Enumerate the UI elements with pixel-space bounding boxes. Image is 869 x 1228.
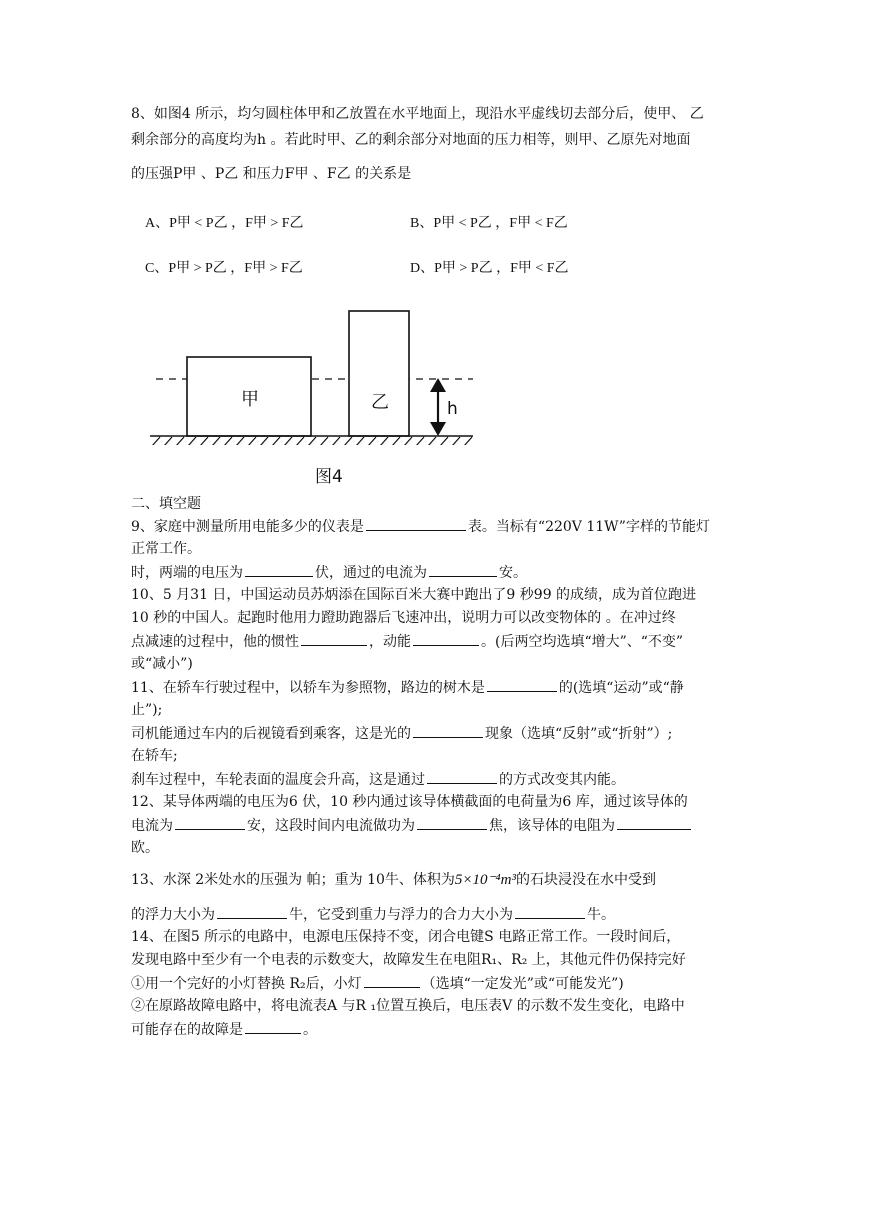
q9-text-e: 安。 xyxy=(499,565,527,581)
q10-line2: 10 秒的中国人。起跑时他用力蹬助跑器后飞速冲出，说明力可以改变物体的 。在冲过终 xyxy=(131,610,676,626)
q14-line3 xyxy=(131,973,624,994)
q8-line2: 剩余部分的高度均为h 。若此时甲、乙的剩余部分对地面的压力相等，则甲、乙原先对地面 xyxy=(131,132,691,148)
figure-4-diagram xyxy=(148,300,478,445)
q13-text-d: 牛，它受到重力与浮力的合力大小为 xyxy=(289,907,513,923)
q14-text-b: （选填“一定发光”或“可能发光”) xyxy=(421,976,624,992)
q11-line2: 止”); xyxy=(131,702,163,718)
q12-line3: 欧。 xyxy=(131,840,159,856)
label-yi: 乙 xyxy=(371,392,389,413)
q14-blank-2[interactable] xyxy=(245,1019,301,1034)
q10-blank-2[interactable] xyxy=(413,631,479,646)
q13-text-e: 牛。 xyxy=(587,907,615,923)
q12-blank-3[interactable] xyxy=(617,815,691,830)
q8-option-b: B、P甲 < P乙 ，F甲 < F乙 xyxy=(410,216,568,231)
q11-text-c: 司机能通过车内的后视镜看到乘客，这是光的 xyxy=(131,726,411,742)
q9-text-c: 时，两端的电压为 xyxy=(131,565,243,581)
q14-text-d: 。 xyxy=(303,1022,317,1038)
q10-text-c: 。(后两空均选填“增大”、“不变” xyxy=(481,634,684,650)
q13-line1 xyxy=(131,870,656,890)
ground-hatching xyxy=(152,437,472,445)
q9-line3 xyxy=(131,562,527,583)
q11-blank-1[interactable] xyxy=(487,677,557,692)
q10-text-a: 点减速的过程中，他的惯性 xyxy=(131,634,299,650)
q14-blank-1[interactable] xyxy=(364,973,420,988)
q11-blank-2[interactable] xyxy=(413,723,483,738)
label-jia: 甲 xyxy=(241,389,259,410)
q9-blank-3[interactable] xyxy=(429,562,497,577)
q8-option-c: C、P甲 > P乙 ，F甲 > F乙 xyxy=(145,261,303,276)
q9-blank-1[interactable] xyxy=(366,516,466,531)
q11-line1 xyxy=(131,677,684,698)
q11-line5 xyxy=(131,769,625,790)
q8-option-a: A、P甲 < P乙 ，F甲 > F乙 xyxy=(145,216,304,231)
q12-blank-1[interactable] xyxy=(175,815,245,830)
q11-line4: 在轿车; xyxy=(131,748,178,764)
q12-text-b: 安，这段时间内电流做功为 xyxy=(247,818,415,834)
q13-text-a: 13、水深 2米处水的压强为 帕；重为 10牛、体积为 xyxy=(131,872,455,888)
cylinder-yi xyxy=(349,311,409,436)
q8-line1: 8、如图4 所示，均匀圆柱体甲和乙放置在水平地面上，现沿水平虚线切去部分后，使甲、 乙 xyxy=(131,106,704,122)
q11-line3 xyxy=(131,723,672,744)
q12-blank-2[interactable] xyxy=(417,815,487,830)
q12-text-c: 焦，该导体的电阻为 xyxy=(489,818,615,834)
q9-line2: 正常工作。 xyxy=(131,541,201,557)
q12-line1: 12、某导体两端的电压为6 伏，10 秒内通过该导体横截面的电荷量为6 库，通过该导体的 xyxy=(131,794,688,810)
q9-text-d: 伏，通过的电流为 xyxy=(315,565,427,581)
q14-line4: ②在原路故障电路中，将电流表A 与R ₁位置互换后，电压表V 的示数不发生变化，电路中 xyxy=(131,998,685,1014)
q12-line2 xyxy=(131,815,693,836)
q14-line2: 发现电路中至少有一个电表的示数变大，故障发生在电阻R₁、R₂ 上，其他元件仍保持完好 xyxy=(131,952,686,968)
h-arrow-up-head xyxy=(430,378,446,392)
q11-text-d: 现象（选填“反射”或“折射”）; xyxy=(485,726,673,742)
q9-text-b: 表。当标有“220V 11W”字样的节能灯 xyxy=(467,519,710,535)
q9-line1 xyxy=(131,516,710,537)
q8-line3: 的压强P甲 、P乙 和压力F甲 、F乙 的关系是 xyxy=(131,166,412,182)
q10-line3 xyxy=(131,631,683,652)
q9-blank-2[interactable] xyxy=(245,562,313,577)
q11-blank-3[interactable] xyxy=(427,769,497,784)
q8-option-d: D、P甲 > P乙 ，F甲 < F乙 xyxy=(410,261,569,276)
q14-text-a: ①用一个完好的小灯替换 R₂后，小灯 xyxy=(131,976,362,992)
q13-text-b: 的石块浸没在水中受到 xyxy=(515,872,656,888)
q12-text-a: 电流为 xyxy=(131,818,173,834)
q11-text-a: 11、在轿车行驶过程中，以轿车为参照物，路边的树木是 xyxy=(131,680,485,696)
q13-volume-formula: 5×10⁻⁴m³ xyxy=(454,872,516,888)
q14-line5 xyxy=(131,1019,317,1040)
q10-line1: 10、5 月31 日，中国运动员苏炳添在国际百米大赛中跑出了9 秒99 的成绩，成为首位跑进 xyxy=(131,587,697,603)
q14-text-c: 可能存在的故障是 xyxy=(131,1022,243,1038)
q9-text-a: 9、家庭中测量所用电能多少的仪表是 xyxy=(131,519,364,535)
q10-text-b: ，动能 xyxy=(369,634,411,650)
q13-text-c: 的浮力大小为 xyxy=(131,907,215,923)
q11-text-f: 的方式改变其内能。 xyxy=(499,772,625,788)
q14-line1: 14、在图5 所示的电路中，电源电压保持不变，闭合电键S 电路正常工作。一段时间后， xyxy=(131,929,681,945)
q13-line2 xyxy=(131,904,615,925)
label-h: h xyxy=(447,399,458,419)
q10-line4: 或“减小”) xyxy=(131,656,193,672)
q11-text-b: 的(选填“运动”或“静 xyxy=(558,680,684,696)
q11-text-e: 刹车过程中，车轮表面的温度会升高，这是通过 xyxy=(131,772,425,788)
figure-4-caption: 图4 xyxy=(315,467,343,487)
q13-blank-1[interactable] xyxy=(217,904,287,919)
q13-blank-2[interactable] xyxy=(515,904,585,919)
q10-blank-1[interactable] xyxy=(301,631,367,646)
h-arrow-down-head xyxy=(430,422,446,436)
section-2-title: 二、填空题 xyxy=(131,496,201,512)
